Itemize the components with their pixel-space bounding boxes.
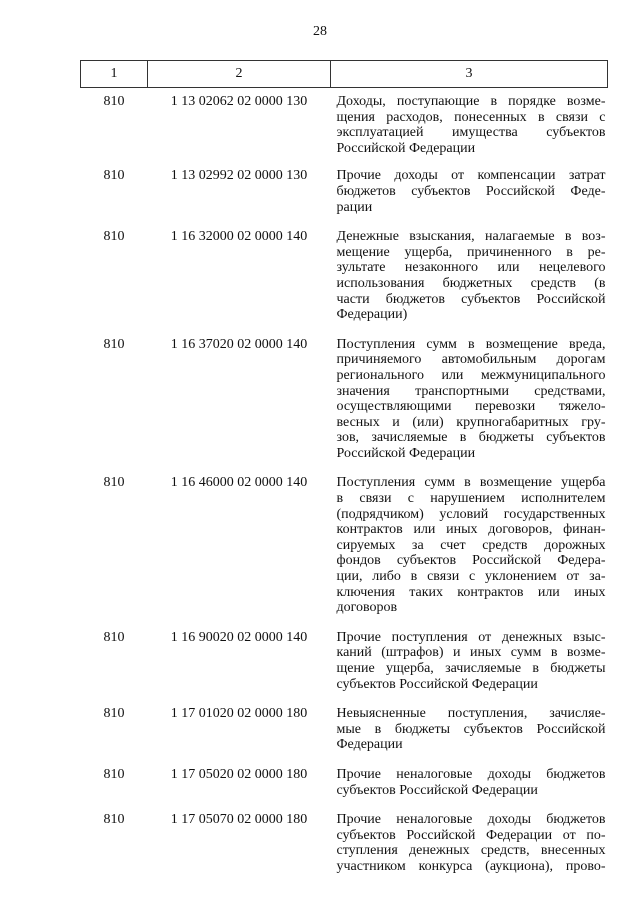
admin-code-cell: 810	[103, 336, 125, 352]
table-row	[81, 156, 608, 215]
description-line: части бюджетов субъектов Российской	[336, 291, 606, 307]
description-line: причиняемого автомобильным дорогам	[336, 352, 606, 368]
description-line: субъектов Российской Федерации от по-	[336, 827, 606, 843]
description-line: Российской Федерации	[336, 140, 476, 156]
description-line: в связи с нарушением исполнителем	[336, 491, 606, 507]
description-line: ции, либо в связи с уклонением от за-	[336, 569, 606, 585]
description-line: субъектов Российской Федерации	[336, 676, 538, 692]
description-line: субъектов Российской Федерации	[336, 782, 538, 798]
admin-code-cell: 810	[103, 475, 125, 491]
table-row	[81, 753, 608, 798]
admin-code-cell: 810	[103, 629, 125, 645]
budget-code-cell: 1 16 46000 02 0000 140	[170, 475, 308, 491]
table-row	[81, 215, 608, 323]
description-line: мые в бюджеты субъектов Российской	[336, 721, 606, 737]
revenue-codes-table	[80, 60, 608, 875]
column-header-1: 1	[81, 61, 148, 88]
description-cell	[331, 692, 608, 753]
admin-code-cell: 810	[103, 766, 125, 782]
description-cell	[331, 753, 608, 798]
description-line: договоров	[336, 600, 398, 616]
description-line: значения транспортными средствами,	[336, 383, 606, 399]
table-row	[81, 461, 608, 615]
description-line: Прочие поступления от денежных взыс-	[336, 629, 606, 645]
description-line: зультате незаконного или нецелевого	[336, 260, 606, 276]
admin-code-cell: 810	[103, 706, 125, 722]
column-header-2: 2	[148, 61, 331, 88]
description-cell	[331, 88, 608, 157]
description-line: Денежные взыскания, налагаемые в воз-	[336, 229, 606, 245]
description-line: фондов субъектов Российской Федера-	[336, 553, 606, 569]
description-line: контрактов или иных договоров, финан-	[336, 522, 606, 538]
table-row	[81, 88, 608, 157]
description-line: Прочие неналоговые доходы бюджетов	[336, 766, 606, 782]
description-line: Федерации)	[336, 307, 408, 323]
description-line: Федерации	[336, 737, 403, 753]
table-row	[81, 692, 608, 753]
description-line: щение ущерба, зачисляемые в бюджеты	[336, 661, 606, 676]
description-line: Прочие неналоговые доходы бюджетов	[336, 812, 606, 828]
table-row	[81, 323, 608, 462]
description-line: каний (штрафов) и иных сумм в возме-	[336, 645, 606, 661]
description-line: осуществляющими перевозки тяжело-	[336, 399, 606, 415]
description-line: Прочие доходы от компенсации затрат	[336, 168, 606, 184]
description-line: щения расходов, понесенных в связи с	[336, 109, 606, 125]
description-cell	[331, 323, 608, 462]
table-body	[81, 88, 608, 875]
description-cell	[331, 156, 608, 215]
page-number: 28	[313, 24, 327, 39]
description-line: ступления денежных средств, внесенных	[336, 843, 606, 859]
admin-code-cell: 810	[103, 229, 125, 245]
description-line: Российской Федерации	[336, 445, 476, 461]
description-line: регионального или межмуниципального	[336, 367, 606, 383]
column-header-3: 3	[331, 61, 608, 88]
budget-code-cell: 1 16 32000 02 0000 140	[170, 229, 308, 245]
description-line: сируемых за счет средств дорожных	[336, 537, 606, 553]
description-cell	[331, 616, 608, 692]
description-line: ключения таких контрактов или иных	[336, 584, 606, 600]
budget-code-cell: 1 16 90020 02 0000 140	[170, 629, 308, 645]
budget-code-cell: 1 17 01020 02 0000 180	[170, 706, 308, 722]
description-line: бюджетов субъектов Российской Феде-	[336, 183, 606, 199]
description-line: Невыясненные поступления, зачисляе-	[336, 706, 606, 722]
description-line: использования бюджетных средств (в	[336, 275, 606, 291]
admin-code-cell: 810	[103, 168, 125, 184]
admin-code-cell: 810	[103, 812, 125, 828]
description-cell	[331, 798, 608, 874]
description-line: весных и (или) крупногабаритных гру-	[336, 414, 606, 430]
table-row	[81, 616, 608, 692]
description-cell	[331, 215, 608, 323]
description-line: мещение ущерба, причиненного в ре-	[336, 244, 606, 260]
description-line: (подрядчиком) условий государственных	[336, 506, 606, 522]
table-header	[81, 61, 608, 88]
header-row	[81, 61, 608, 88]
description-line: рации	[336, 199, 373, 215]
description-line: Доходы, поступающие в порядке возме-	[336, 94, 606, 109]
admin-code-cell: 810	[103, 94, 125, 109]
budget-code-cell: 1 17 05020 02 0000 180	[170, 766, 308, 782]
budget-code-cell: 1 13 02992 02 0000 130	[170, 168, 308, 184]
description-line: участником конкурса (аукциона), прово-	[336, 858, 606, 874]
description-line: Поступления сумм в возмещение ущерба	[336, 475, 606, 491]
description-line: зов, зачисляемые в бюджеты субъектов	[336, 430, 606, 446]
description-line: Поступления сумм в возмещение вреда,	[336, 336, 606, 352]
table-row	[81, 798, 608, 874]
description-cell	[331, 461, 608, 615]
budget-code-cell: 1 16 37020 02 0000 140	[170, 336, 308, 352]
budget-code-cell: 1 17 05070 02 0000 180	[170, 812, 308, 828]
description-line: эксплуатацией имущества субъектов	[336, 125, 606, 141]
budget-code-cell: 1 13 02062 02 0000 130	[170, 94, 308, 109]
